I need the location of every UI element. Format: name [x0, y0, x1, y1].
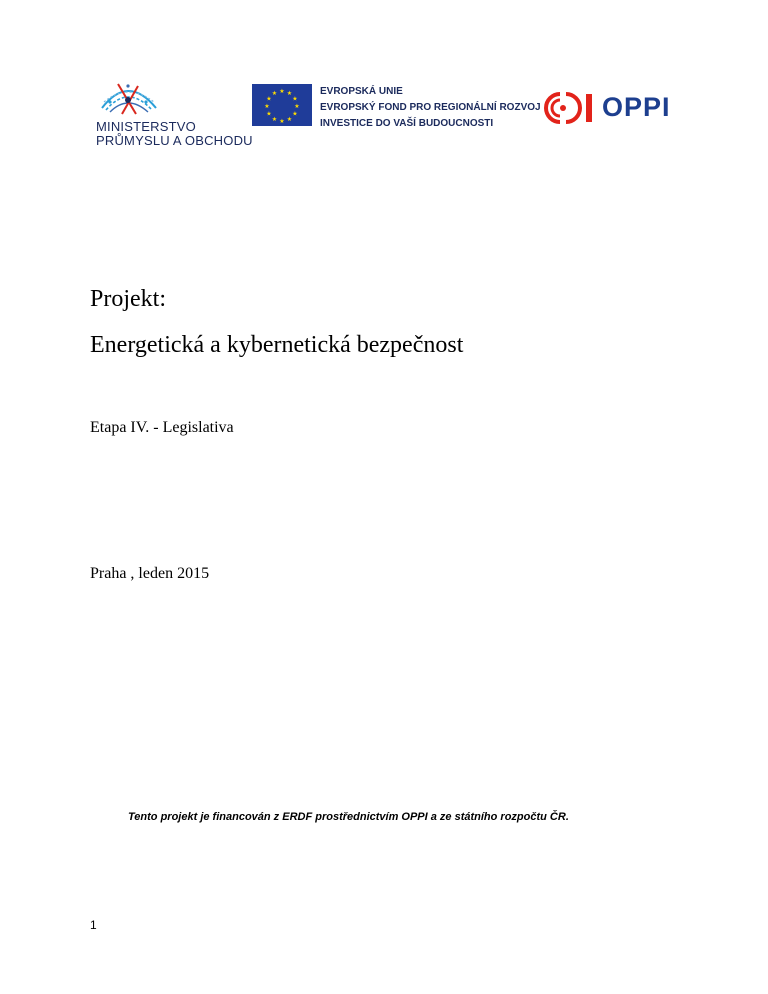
svg-text:★: ★ [294, 103, 300, 110]
svg-text:★: ★ [271, 116, 278, 123]
project-stage: Etapa IV. - Legislativa [90, 419, 234, 436]
svg-text:★: ★ [266, 110, 272, 118]
oppi-logo-text: OPPI [602, 92, 671, 122]
svg-text:★: ★ [292, 95, 298, 103]
document-title: Energetická a kybernetická bezpečnost [90, 332, 464, 358]
svg-text:★: ★ [286, 116, 293, 123]
funding-note: Tento projekt je financován z ERDF prostřednictvím OPPI a ze státního rozpočtu ČR. [128, 811, 569, 823]
page-number: 1 [90, 918, 97, 932]
svg-text:★: ★ [279, 88, 285, 95]
ministry-logo-line1: MINISTERSTVO [96, 119, 196, 134]
ministry-logo-line2: PRŮMYSLU A OBCHODU [96, 133, 253, 148]
eu-logo-line3: INVESTICE DO VAŠÍ BUDOUCNOSTI [320, 118, 494, 129]
project-label: Projekt: [90, 286, 166, 312]
eu-logo-line1: EVROPSKÁ UNIE [320, 86, 403, 97]
place-and-date: Praha , leden 2015 [90, 565, 210, 582]
svg-text:★: ★ [264, 103, 270, 110]
eu-logo-text [320, 84, 541, 132]
eu-flag-icon [252, 84, 312, 126]
oppi-logo [544, 90, 674, 126]
svg-text:★: ★ [271, 90, 278, 97]
svg-text:★: ★ [279, 118, 285, 125]
ministry-logo [96, 80, 253, 150]
oppi-mark-icon [544, 90, 600, 126]
eu-logo-line2: EVROPSKÝ FOND PRO REGIONÁLNÍ ROZVOJ [320, 102, 541, 113]
svg-text:★: ★ [292, 110, 298, 118]
ministry-globe-icon [96, 80, 160, 120]
svg-text:★: ★ [266, 95, 272, 103]
svg-text:★: ★ [286, 90, 293, 97]
